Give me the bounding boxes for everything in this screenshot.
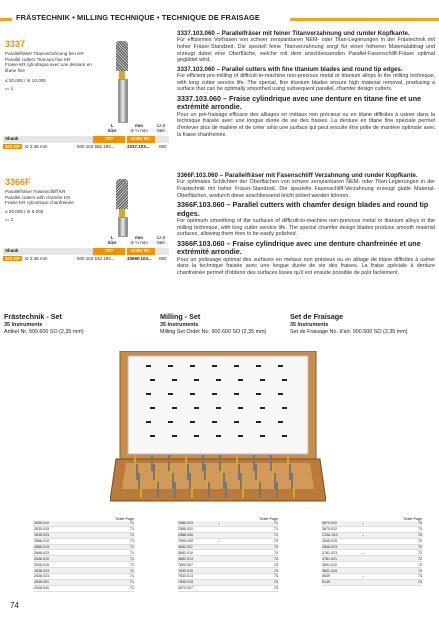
table-row	[322, 580, 422, 586]
bur-in-box	[276, 482, 278, 498]
table-cell-code: 2635.023	[34, 533, 49, 538]
bur-in-box	[151, 455, 153, 471]
header-accent-left	[0, 18, 12, 21]
table-cell-page: 73	[418, 580, 422, 585]
table-cell-page: 70	[418, 545, 422, 549]
table-cell-code: 3548.023	[322, 545, 337, 549]
bur-in-box	[191, 482, 193, 498]
table-cell-code: 7995.009	[178, 539, 193, 544]
description-block-3366f	[177, 172, 435, 276]
milling-set-box-image	[110, 351, 326, 507]
lid-marking	[172, 435, 177, 437]
table-cell-code: 3601.015	[322, 568, 337, 573]
text-title: 3337.103.060 – Fraise cylindrique avec une denture en titane fine et une extrémité arrondie.	[177, 93, 422, 112]
bur-in-box	[174, 482, 176, 498]
table-cell-page: 73	[418, 521, 422, 526]
set-info-fr: Set de Fraisage 35 Instruments Set de Fraisage No. d'art. 900.600 SO (2,35 mm)	[290, 312, 408, 335]
table-cell-mark: –	[362, 521, 364, 526]
bur-in-box	[225, 482, 227, 498]
lid-marking	[172, 407, 177, 409]
table-cell-page: 71	[274, 527, 278, 532]
table-cell-mark: –	[218, 539, 220, 544]
table-cell-code: 2586.040	[178, 533, 193, 538]
table-cell-page: 71	[130, 533, 134, 538]
description-block-3337	[177, 30, 435, 138]
bur-head-image	[116, 41, 128, 71]
table-cell-code: 3781.021	[322, 556, 337, 561]
lid-marking	[146, 365, 151, 367]
lid-marking	[212, 421, 217, 423]
bur-in-box	[138, 473, 140, 489]
package-icon: ▭	[5, 86, 11, 91]
table-cell-code: 3548.015	[322, 539, 337, 544]
package-quantity: ▭ 1	[5, 86, 14, 91]
bur-in-box	[287, 455, 289, 471]
table-cell-page: 72	[418, 556, 422, 561]
text-body: For efficient pre-milling of difficult-to-machine non-precious metal or titanium alloys in the milling technique, with long cutter service life. The special, fine titanium blades ensure high material removal, producing a surface that can be optimally smoothed using subsequent parallel, chamfer design cutters.	[177, 73, 435, 93]
lid-marking	[278, 393, 283, 395]
lid-marking	[238, 407, 243, 409]
lid-marking	[190, 393, 195, 395]
table-cell-code: 2586.031	[178, 527, 193, 532]
table-cell-page: 71	[130, 574, 134, 579]
bur-in-box	[187, 464, 189, 480]
bur-in-box	[155, 473, 157, 489]
index-table-2: Seite/ Page 2586.023 – 71 2586.031 71 2586.040 71 7995.009 – 73 3682.007 73 3682.010 73 3682.013 73 7830.007 73 7830.010 73 7830.013 73 7830.015 73 3670.007 73	[178, 517, 278, 591]
table-cell-code: 7830.010	[178, 568, 193, 573]
table-cell-code: 2536.031	[34, 580, 49, 585]
bur-in-box	[202, 455, 204, 471]
table-cell-page: 71	[130, 527, 134, 532]
lid-marking	[216, 407, 221, 409]
bur-in-box	[289, 464, 291, 480]
text-body: Pour un pré-fraisage efficace des alliages en métaux non précieux ou en titane difficiles à usiner dans la technique fraisée avec une longue durée de vie des fraises. La denture en titane fine spéciale permet d'enlever plus de matière et de créer ainsi une surface qui peut ensuite être polie de manière optimale avec la fraise chanfreinée.	[177, 111, 435, 138]
lid-marking	[190, 365, 195, 367]
bur-in-box	[208, 482, 210, 498]
lid-marking	[238, 435, 243, 437]
lid-marking	[234, 421, 239, 423]
table-cell-code: C33L.010	[322, 533, 338, 538]
text-body: Für effizientes Vorfräsen von schwer zerspanbaren NEM- oder Titan-Legierungen in der Frästechnik mit hoher Fräser-Standzeit. Die speziell feine Titanverzahnung sorgt für einen höheren Materialabtrag und erzeugt dabei eine Oberfläche, welche mit dem anschliessenden Parallel-Fasenschliff-Fräser optimal geglättet wird.	[177, 37, 435, 64]
lid-marking	[150, 407, 155, 409]
table-cell-code: 3670.012	[322, 527, 337, 532]
table-cell-code: 2666.023	[34, 550, 49, 555]
text-title: 3366F.103.060 – Fraise cylindrique avec une denture chanfreinée et une extrémité arrondie.	[177, 238, 421, 257]
bur-in-box	[253, 455, 255, 471]
bur-in-box	[204, 464, 206, 480]
table-cell-page: 73	[274, 586, 278, 591]
lid-marking	[260, 407, 265, 409]
header-accent-right	[290, 18, 439, 21]
text-title: 3337.103.060 – Parallel cutters with fine titanium blades and round tip edges.	[177, 65, 403, 73]
lid-marking	[282, 379, 287, 381]
table-cell-code: 3670.010	[322, 521, 337, 526]
lid-marking	[282, 407, 287, 409]
lid-marking	[278, 365, 283, 367]
table-cell-code: 2666.015	[34, 545, 49, 549]
rpm-value: ≤ 20.000 / ⊘ 6.000	[5, 209, 44, 214]
table-cell-mark: –	[218, 521, 220, 526]
table-cell-code: 7830.007	[178, 562, 193, 567]
table-cell-code: 2636.010	[34, 556, 49, 561]
lid-marking	[260, 379, 265, 381]
lid-marking	[260, 435, 265, 437]
table-cell-page: 71	[274, 533, 278, 538]
page-number: 74	[10, 601, 19, 610]
table-cell-page: 71	[130, 580, 134, 585]
lid-marking	[172, 379, 177, 381]
package-icon: ▭	[5, 217, 11, 222]
table-cell-page: 71	[274, 521, 278, 526]
rpm-value: ≤ 20.000 / ⊘ 10.000	[5, 78, 46, 83]
lid-marking	[212, 393, 217, 395]
lid-marking	[168, 393, 173, 395]
table-cell-page: 73	[274, 562, 278, 567]
bur-in-box	[170, 464, 172, 480]
product-description: Parallelfräser Titanverzahnung fein KR Parallel cutters Titanium fine KR Fraise KR cylindrique avec une denture en titane fine	[5, 51, 92, 73]
lid-marking	[234, 393, 239, 395]
spec-table: L Size mm ⊘ ½ mm 12,0 060 Shank ISO Order No. 103 HP ⊘ 2,35 mm 500 103 582 183... 3337.103... 060	[3, 123, 169, 151]
spec-table: L Size mm ⊘ ½ mm 12,0 060 Shank ISO Order No. 103 HP ⊘ 2,35 mm 500 103 542 183... 3366F.103... 060	[3, 235, 169, 263]
bur-in-box	[223, 473, 225, 489]
table-cell-code: 3670.007	[178, 586, 193, 591]
product-code: 3337	[5, 39, 26, 49]
table-cell-code: 3682.007	[178, 545, 193, 549]
table-row	[34, 586, 134, 592]
table-cell-code: 3682.013	[178, 556, 193, 561]
table-cell-page: 71	[130, 568, 134, 573]
set-info-en: Milling - Set 35 Instruments Milling Set Order No. 900.600 SO (2,35 mm)	[160, 312, 267, 335]
table-cell-page: 72	[418, 562, 422, 567]
table-cell-code: 3781.023	[322, 550, 337, 555]
bur-neck-image	[119, 71, 125, 79]
lid-marking	[256, 393, 261, 395]
bur-in-box	[168, 455, 170, 471]
table-cell-code: 3601.010	[322, 562, 337, 567]
bur-in-box	[242, 482, 244, 498]
bur-in-box	[238, 464, 240, 480]
product-description: Parallelfräser Fasenschliff KR Parallel cutters with chamfer KR Fraise KR cylindrique chanfreinée	[5, 189, 74, 206]
table-cell-code: 7830.013	[178, 574, 193, 579]
shank-type: 103 HP	[5, 144, 20, 149]
table-cell-code: 3566.010	[34, 539, 49, 544]
table-cell-code: 0149	[322, 580, 330, 585]
bur-in-box	[221, 464, 223, 480]
bur-in-box	[157, 482, 159, 498]
table-cell-page: 73	[418, 527, 422, 532]
lid-marking	[168, 421, 173, 423]
lid-marking	[234, 365, 239, 367]
bur-in-box	[153, 464, 155, 480]
table-cell-page: 73	[274, 545, 278, 549]
table-row	[178, 586, 278, 592]
bur-in-box	[255, 464, 257, 480]
package-quantity: ▭ 1	[5, 217, 14, 222]
set-info-de: Frästechnik - Set 35 Instrumente Artikel Nr. 900.600 SO (2,35 mm)	[4, 312, 84, 335]
table-cell-page: 73	[274, 550, 278, 555]
table-cell-page: 71	[130, 562, 134, 567]
lid-marking	[190, 421, 195, 423]
table-cell-mark: –	[362, 550, 364, 555]
table-cell-code: 0649	[322, 574, 330, 579]
bur-in-box	[291, 473, 293, 489]
text-title: 3337.103.060 – Parallelfräser mit feiner Titanverzahnung und runder Kopfkante.	[177, 30, 410, 37]
lid-marking	[282, 435, 287, 437]
table-cell-mark: –	[362, 533, 364, 538]
table-cell-page: 73	[418, 574, 422, 579]
table-cell-page: 72	[418, 568, 422, 573]
lid-marking	[256, 365, 261, 367]
table-cell-page: 71	[130, 556, 134, 561]
index-table-1: Seite/ Page 2635.010 71 2635.015 71 2635.023 71 3566.010 71 2666.015 71 2666.023 71 2636.010 71 2636.015 71 2636.023 71 2536.023 71 2536.031 71 2536.040 71	[34, 517, 134, 591]
table-cell-page: 73	[274, 556, 278, 561]
table-cell-code: 2536.040	[34, 586, 49, 591]
page-header	[0, 10, 439, 26]
bur-in-box	[240, 473, 242, 489]
index-table-3: Seite/ Page 3670.010 – 73 3670.012 73 C33L.010 – 70 3548.015 70 3548.023 70 3781.023 – 72 3781.021 72 3601.010 72 3601.015 72 0649 – 73 0149 73	[322, 517, 422, 585]
table-cell-page: 73	[274, 539, 278, 544]
bur-shank-image	[118, 217, 128, 237]
lid-marking	[216, 435, 221, 437]
lid-marking	[212, 365, 217, 367]
lid-marking	[194, 407, 199, 409]
shank-type: 103 HP	[5, 256, 20, 261]
table-cell-page: 71	[130, 545, 134, 549]
table-cell-page: 71	[130, 521, 134, 526]
lid-marking	[150, 435, 155, 437]
table-cell-page: 73	[274, 574, 278, 579]
bur-shank-image	[118, 79, 128, 123]
bur-neck-image	[119, 209, 125, 217]
bur-in-box	[274, 473, 276, 489]
table-cell-page: 70	[418, 539, 422, 544]
lid-marking	[256, 421, 261, 423]
table-cell-code: 2635.010	[34, 521, 49, 526]
text-body: Pour un polissage optimal des surfaces en métaux non précieux ou en alliage de titane difficiles à usiner dans la technique fraisée avec une longue durée de vie des fraises. La fraise spéciale à denture chanfreinée permet d'obtenir des surfaces lisses qu'il est ensuite possible de polir facilement.	[177, 256, 435, 276]
bur-in-box	[293, 482, 295, 498]
bur-in-box	[134, 455, 136, 471]
lid-marking	[194, 379, 199, 381]
lid-marking	[146, 421, 151, 423]
table-cell-page: 71	[130, 550, 134, 555]
table-cell-page: 71	[130, 539, 134, 544]
bur-in-box	[206, 473, 208, 489]
bur-in-box	[259, 482, 261, 498]
table-cell-code: 2636.015	[34, 562, 49, 567]
table-cell-page: 71	[130, 586, 134, 591]
lid-marking	[238, 379, 243, 381]
bur-in-box	[172, 473, 174, 489]
table-cell-code: 2536.023	[34, 574, 49, 579]
lid-marking	[146, 393, 151, 395]
lid-marking	[168, 365, 173, 367]
table-cell-page: 73	[274, 568, 278, 573]
product-card-3337	[3, 39, 169, 151]
bur-in-box	[140, 482, 142, 498]
text-title: 3366F.103.060 – Parallel cutters with chamfer design blades and round tip edges.	[177, 200, 429, 218]
table-cell-code: 7830.015	[178, 580, 193, 585]
bur-in-box	[272, 464, 274, 480]
table-cell-page: 70	[418, 533, 422, 538]
table-cell-mark: –	[362, 574, 364, 579]
table-cell-code: 2635.015	[34, 527, 49, 532]
bur-in-box	[257, 473, 259, 489]
lid-marking	[150, 379, 155, 381]
bur-in-box	[185, 455, 187, 471]
bur-in-box	[270, 455, 272, 471]
bur-in-box	[189, 473, 191, 489]
text-body: For optimum smoothing of the surfaces of difficult-to-machine non-precious metal or titanium alloys in the milling technique, with long cutter service life. The special chamfer design blades produce smooth material surfaces, allowing them then to be easily polished.	[177, 218, 435, 238]
bur-in-box	[136, 464, 138, 480]
product-card-3366f	[3, 177, 169, 267]
header-title: FRÄSTECHNIK • MILLING TECHNIQUE • TECHNIQUE DE FRAISAGE	[16, 13, 260, 22]
bur-in-box	[236, 455, 238, 471]
table-cell-code: 3682.010	[178, 550, 193, 555]
product-code: 3366F	[5, 177, 31, 187]
bur-head-image	[116, 179, 128, 209]
table-cell-code: 2586.023	[178, 521, 193, 526]
table-cell-page: 73	[274, 580, 278, 585]
lid-marking	[216, 379, 221, 381]
text-title: 3366F.103.060 – Parallelfräser mit Fasenschliff Verzahnung und runder Kopfkante.	[177, 172, 418, 179]
lid-marking	[278, 421, 283, 423]
text-body: Für optimales Schlichten der Oberflächen von schwer zerspanbaren NEM- oder Titan-Legierungen in der Frästechnik mit hoher Fräser-Standzeit. Die spezielle Fasenschliff-Verzahnung erzeugt glatte Material-Oberflächen, wodurch diese anschliessend leicht poliert werden können.	[177, 179, 435, 199]
table-cell-code: 2636.023	[34, 568, 49, 573]
table-cell-page: 72	[418, 550, 422, 555]
bur-in-box	[219, 455, 221, 471]
lid-marking	[194, 435, 199, 437]
